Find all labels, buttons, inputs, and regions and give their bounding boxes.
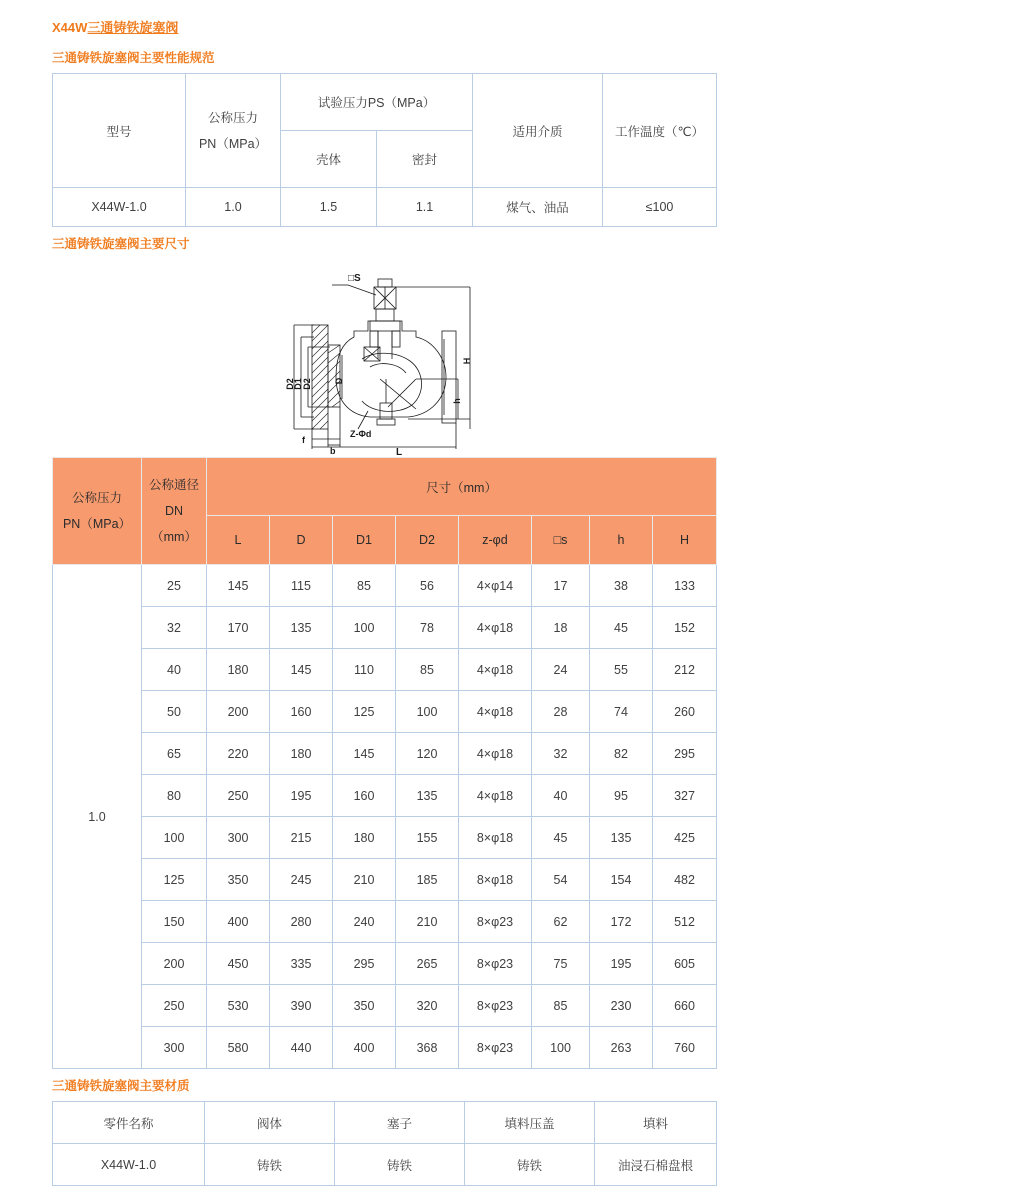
cell-L: 530 [207,985,270,1027]
cell-s: 62 [532,901,590,943]
header-nominal-pressure-line2: PN（MPa） [198,136,268,151]
header-nominal-pressure [53,458,142,565]
performance-spec-table [52,73,717,227]
header-col-D2: D2 [396,516,459,565]
header-gland: 填料压盖 [465,1102,595,1144]
label-square-s: □S [348,273,361,284]
label-l: L [396,447,403,455]
cell-H: 760 [653,1027,717,1069]
cell-D: 245 [270,859,333,901]
cell-dn: 125 [142,859,207,901]
cell-D: 145 [270,649,333,691]
header-nominal-diameter-line2: DN [164,504,184,518]
label-d: D [334,377,344,385]
cell-h: 172 [590,901,653,943]
header-nominal-pressure-line1: 公称压力 [71,491,122,505]
cell-D1: 400 [333,1027,396,1069]
header-model: 型号 [53,74,186,188]
cell-D: 135 [270,607,333,649]
cell-D2: 56 [396,565,459,607]
cell-H: 133 [653,565,717,607]
header-col-h: h [590,516,653,565]
cell-zphid: 4×φ18 [459,691,532,733]
dimensions-table-body [53,565,717,1069]
cell-model: X44W-1.0 [53,188,186,227]
table-header-row [53,74,717,131]
cell-dn: 32 [142,607,207,649]
cell-D: 280 [270,901,333,943]
table-row [53,733,717,775]
cell-H: 425 [653,817,717,859]
cell-L: 145 [207,565,270,607]
header-size-group: 尺寸（mm） [207,458,717,516]
cell-D: 440 [270,1027,333,1069]
cell-s: 18 [532,607,590,649]
header-nominal-pressure [186,74,281,188]
table-row [53,775,717,817]
cell-D2: 320 [396,985,459,1027]
cell-D2: 210 [396,901,459,943]
cell-D1: 125 [333,691,396,733]
cell-H: 482 [653,859,717,901]
cell-part-name: X44W-1.0 [53,1144,205,1186]
cell-h: 38 [590,565,653,607]
cell-L: 350 [207,859,270,901]
header-col-D1: D1 [333,516,396,565]
cell-seal: 1.1 [377,188,473,227]
materials-section-heading: 三通铸铁旋塞阀主要材质 [52,1079,190,1093]
cell-H: 152 [653,607,717,649]
cell-dn: 250 [142,985,207,1027]
cell-D: 215 [270,817,333,859]
cell-D: 390 [270,985,333,1027]
cell-s: 28 [532,691,590,733]
cell-D2: 265 [396,943,459,985]
header-col-zphid: z-φd [459,516,532,565]
cell-zphid: 4×φ18 [459,733,532,775]
cell-gland: 铸铁 [465,1144,595,1186]
materials-table [52,1101,717,1186]
header-medium: 适用介质 [473,74,603,188]
label-d1: D1 [293,378,303,390]
cell-dn: 65 [142,733,207,775]
cell-zphid: 8×φ18 [459,859,532,901]
cell-D2: 78 [396,607,459,649]
cell-D1: 145 [333,733,396,775]
label-f: f [302,435,305,445]
cell-h: 45 [590,607,653,649]
cell-packing: 油浸石棉盘根 [595,1144,717,1186]
cell-plug: 铸铁 [335,1144,465,1186]
label-h-small: h [452,398,462,404]
cell-D2: 120 [396,733,459,775]
cell-L: 200 [207,691,270,733]
cell-D1: 160 [333,775,396,817]
cell-h: 230 [590,985,653,1027]
label-z-phi-d: Z-Φd [350,429,372,439]
cell-L: 580 [207,1027,270,1069]
cell-H: 605 [653,943,717,985]
cell-D1: 295 [333,943,396,985]
label-d2: D2 [285,378,295,390]
cell-h: 55 [590,649,653,691]
cell-H: 660 [653,985,717,1027]
cell-H: 260 [653,691,717,733]
table-row [53,607,717,649]
cell-H: 212 [653,649,717,691]
cell-dn: 50 [142,691,207,733]
label-b: b [330,446,336,455]
cell-h: 74 [590,691,653,733]
cell-h: 154 [590,859,653,901]
cell-zphid: 8×φ18 [459,817,532,859]
cell-s: 75 [532,943,590,985]
header-col-H: H [653,516,717,565]
cell-L: 170 [207,607,270,649]
cell-D: 180 [270,733,333,775]
cell-D2: 85 [396,649,459,691]
header-nominal-diameter [142,458,207,565]
cell-zphid: 8×φ23 [459,943,532,985]
cell-h: 263 [590,1027,653,1069]
cell-s: 45 [532,817,590,859]
header-test-pressure: 试验压力PS（MPa） [281,74,473,131]
table-row [53,649,717,691]
cell-D2: 185 [396,859,459,901]
cell-zphid: 4×φ18 [459,649,532,691]
cell-pn: 1.0 [186,188,281,227]
page-title-name: 三通铸铁旋塞阀 [87,20,179,35]
cell-zphid: 8×φ23 [459,985,532,1027]
cell-medium: 煤气、油品 [473,188,603,227]
cell-dn: 80 [142,775,207,817]
cell-s: 24 [532,649,590,691]
cell-s: 40 [532,775,590,817]
cell-D1: 350 [333,985,396,1027]
cell-D: 335 [270,943,333,985]
table-row [53,1027,717,1069]
cell-D2: 368 [396,1027,459,1069]
cell-dn: 40 [142,649,207,691]
cell-D1: 180 [333,817,396,859]
table-row [53,1144,717,1186]
cell-D: 160 [270,691,333,733]
cell-dn: 150 [142,901,207,943]
table-row [53,859,717,901]
cell-h: 82 [590,733,653,775]
cell-dn: 100 [142,817,207,859]
header-col-L: L [207,516,270,565]
table-row [53,985,717,1027]
cell-s: 32 [532,733,590,775]
cell-D: 195 [270,775,333,817]
header-part-name: 零件名称 [53,1102,205,1144]
cell-L: 250 [207,775,270,817]
page-title-model: X44W [52,20,88,35]
table-header-row [53,1102,717,1144]
cell-D1: 100 [333,607,396,649]
cell-H: 295 [653,733,717,775]
table-row [53,565,717,607]
cell-zphid: 4×φ18 [459,775,532,817]
cell-zphid: 8×φ23 [459,901,532,943]
cell-D1: 240 [333,901,396,943]
cell-D1: 85 [333,565,396,607]
cell-dn: 300 [142,1027,207,1069]
cell-D: 115 [270,565,333,607]
cell-D2: 135 [396,775,459,817]
cell-H: 512 [653,901,717,943]
header-nominal-diameter-line1: 公称通径 [148,478,199,492]
header-col-D: D [270,516,333,565]
cell-D1: 210 [333,859,396,901]
cell-temperature: ≤100 [603,188,717,227]
cell-L: 450 [207,943,270,985]
table-row [53,817,717,859]
header-nominal-pressure-line1: 公称压力 [207,110,258,125]
table-header-row [53,458,717,516]
header-packing: 填料 [595,1102,717,1144]
header-shell: 壳体 [281,131,377,188]
header-plug: 塞子 [335,1102,465,1144]
cell-h: 95 [590,775,653,817]
header-nominal-pressure-line2: PN（MPa） [62,517,132,531]
cell-L: 180 [207,649,270,691]
page-title [52,20,1031,36]
cell-s: 85 [532,985,590,1027]
cell-valve-body: 铸铁 [205,1144,335,1186]
cell-L: 300 [207,817,270,859]
table-row [53,943,717,985]
dimensions-table [52,457,717,1069]
valve-cross-section-diagram [284,259,484,455]
header-col-s: □s [532,516,590,565]
cell-pn-merged: 1.0 [53,565,142,1069]
label-h-big: H [462,357,472,365]
cell-zphid: 4×φ14 [459,565,532,607]
cell-D1: 110 [333,649,396,691]
header-seal: 密封 [377,131,473,188]
cell-H: 327 [653,775,717,817]
cell-D2: 100 [396,691,459,733]
cell-shell: 1.5 [281,188,377,227]
header-nominal-diameter-line3: （mm） [151,530,197,544]
cell-zphid: 4×φ18 [459,607,532,649]
cell-L: 220 [207,733,270,775]
label-d-outer: D2 [302,378,312,390]
table-row [53,691,717,733]
dims-section-heading: 三通铸铁旋塞阀主要尺寸 [52,237,190,251]
spec-section-heading: 三通铸铁旋塞阀主要性能规范 [52,51,215,65]
valve-technical-drawing [52,259,716,455]
cell-h: 195 [590,943,653,985]
header-temperature: 工作温度（℃） [603,74,717,188]
cell-dn: 25 [142,565,207,607]
cell-s: 100 [532,1027,590,1069]
cell-s: 17 [532,565,590,607]
header-valve-body: 阀体 [205,1102,335,1144]
table-row [53,901,717,943]
table-row [53,188,717,227]
cell-h: 135 [590,817,653,859]
cell-L: 400 [207,901,270,943]
cell-s: 54 [532,859,590,901]
cell-zphid: 8×φ23 [459,1027,532,1069]
cell-D2: 155 [396,817,459,859]
cell-dn: 200 [142,943,207,985]
